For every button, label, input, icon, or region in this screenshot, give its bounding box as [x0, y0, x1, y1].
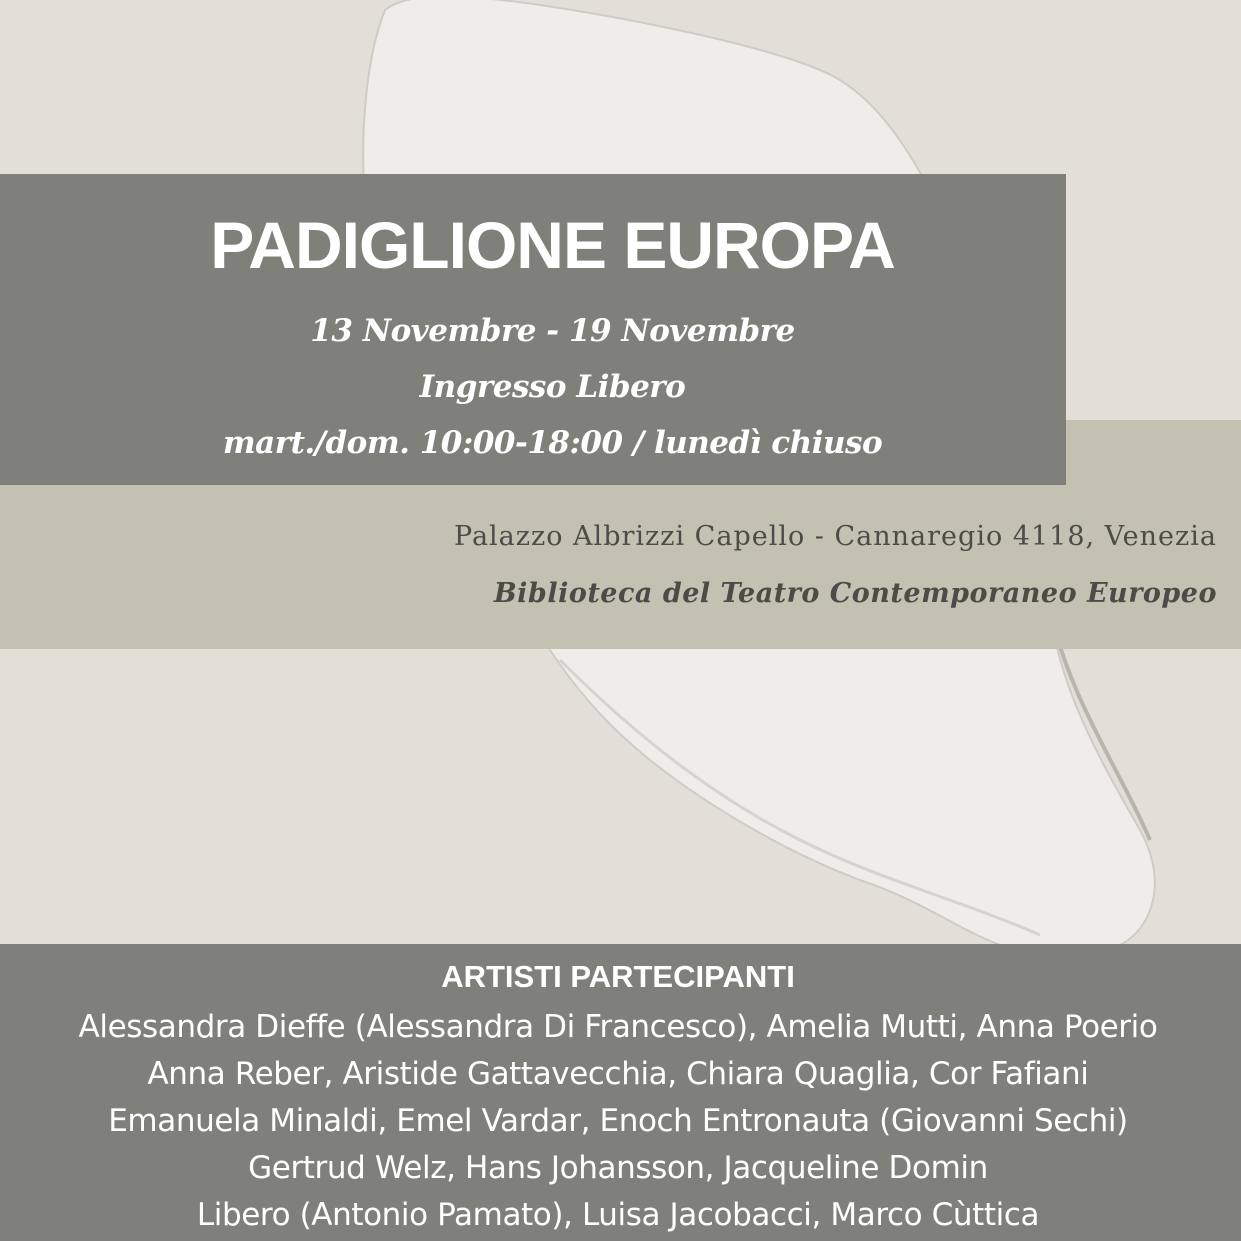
artists-line: Emanuela Minaldi, Emel Vardar, Enoch Entronauta (Giovanni Sechi) [108, 1103, 1128, 1139]
admission-info: Ingresso Libero [419, 369, 686, 405]
event-dates: 13 Novembre - 19 Novembre [310, 313, 795, 349]
artists-line: Anna Reber, Aristide Gattavecchia, Chiara Quaglia, Cor Fafiani [147, 1056, 1089, 1092]
artists-line: Alessandra Dieffe (Alessandra Di Francesco), Amelia Mutti, Anna Poerio [78, 1009, 1158, 1045]
opening-hours: mart./dom. 10:00-18:00 / lunedì chiuso [222, 425, 883, 461]
artists-line: Libero (Antonio Pamato), Luisa Jacobacci, Marco Cùttica [196, 1197, 1040, 1233]
event-title: PADIGLIONE EUROPA [210, 208, 895, 282]
venue-library: Biblioteca del Teatro Contemporaneo Europeo [493, 578, 1217, 609]
venue-address: Palazzo Albrizzi Capello - Cannaregio 4118, Venezia [453, 521, 1217, 552]
artists-line: Gertrud Welz, Hans Johansson, Jacqueline Domin [248, 1150, 988, 1186]
artists-heading: ARTISTI PARTECIPANTI [441, 959, 795, 994]
